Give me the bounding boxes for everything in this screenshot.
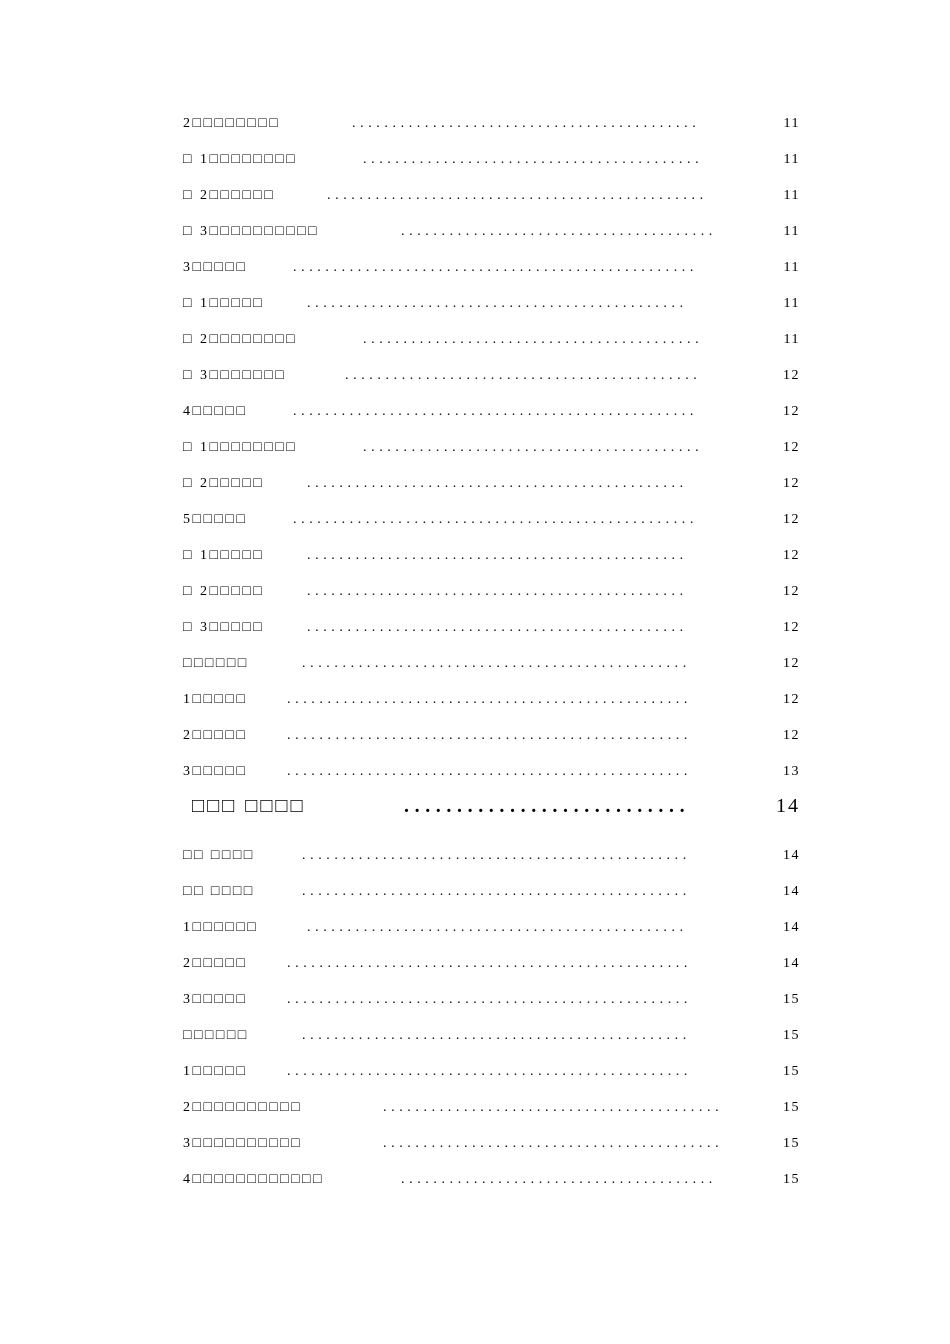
- toc-entry-leader-dots: ..........................................: [383, 1100, 724, 1115]
- toc-entry-page-number: 12: [783, 440, 800, 455]
- toc-entry-leader-dots: ..................................................: [287, 764, 692, 779]
- toc-entry[interactable]: [183, 116, 800, 140]
- toc-entry-title: 2□□□□□: [183, 956, 248, 971]
- toc-entry-page-number: 12: [783, 728, 800, 743]
- toc-entry-title: 2□□□□□: [183, 728, 248, 743]
- toc-entry-page-number: 12: [783, 368, 800, 383]
- toc-entry-leader-dots: ..........................................: [363, 152, 704, 167]
- toc-entry[interactable]: [183, 584, 800, 608]
- toc-entry[interactable]: [183, 920, 800, 944]
- toc-entry-title: □ 1□□□□□□□□: [183, 440, 298, 455]
- toc-entry-page-number: 12: [783, 584, 800, 599]
- toc-entry-title: □ 1□□□□□□□□: [183, 152, 298, 167]
- toc-entry-page-number: 14: [783, 884, 800, 899]
- toc-entry-leader-dots: ..................................................: [293, 512, 698, 527]
- toc-entry-title: □ 3□□□□□□□: [183, 368, 287, 383]
- toc-entry[interactable]: [183, 764, 800, 788]
- toc-entry-title: □ 1□□□□□: [183, 296, 265, 311]
- toc-entry-page-number: 11: [783, 116, 800, 131]
- toc-entry[interactable]: [183, 260, 800, 284]
- toc-entry-leader-dots: ..................................................: [287, 1064, 692, 1079]
- toc-entry[interactable]: [183, 188, 800, 212]
- toc-entry-leader-dots: ..................................................: [287, 956, 692, 971]
- toc-entry-page-number: 14: [776, 795, 800, 817]
- toc-entry-page-number: 11: [783, 260, 800, 275]
- toc-entry[interactable]: [192, 795, 800, 825]
- toc-entry-leader-dots: ................................................: [302, 884, 691, 899]
- toc-entry-title: □ 2□□□□□□□□: [183, 332, 298, 347]
- toc-entry[interactable]: [183, 440, 800, 464]
- toc-entry-leader-dots: ...........................: [404, 795, 691, 817]
- toc-entry-page-number: 12: [783, 692, 800, 707]
- toc-entry[interactable]: [183, 368, 800, 392]
- toc-entry-title: 3□□□□□: [183, 260, 248, 275]
- toc-entry-title: □ 2□□□□□□: [183, 188, 276, 203]
- toc-entry-leader-dots: ...............................................: [327, 188, 708, 203]
- toc-entry-title: 2□□□□□□□□□□: [183, 1100, 303, 1115]
- toc-entry-title: 2□□□□□□□□: [183, 116, 281, 131]
- toc-entry-leader-dots: ..................................................: [293, 404, 698, 419]
- toc-entry-title: 3□□□□□: [183, 764, 248, 779]
- toc-entry[interactable]: [183, 992, 800, 1016]
- toc-entry[interactable]: [183, 1172, 800, 1196]
- toc-entry-leader-dots: ...............................................: [307, 920, 688, 935]
- toc-entry-title: 3□□□□□: [183, 992, 248, 1007]
- toc-entry-page-number: 12: [783, 656, 800, 671]
- toc-entry-leader-dots: ................................................: [302, 848, 691, 863]
- toc-entry-title: □ 3□□□□□□□□□□: [183, 224, 320, 239]
- toc-entry[interactable]: [183, 404, 800, 428]
- toc-entry-title: □ 3□□□□□: [183, 620, 265, 635]
- toc-entry-page-number: 15: [783, 1028, 800, 1043]
- toc-entry-page-number: 14: [783, 920, 800, 935]
- toc-entry-page-number: 15: [783, 1136, 800, 1151]
- toc-entry-title: 1□□□□□: [183, 1064, 248, 1079]
- toc-entry-title: □□ □□□□: [183, 848, 255, 863]
- toc-entry[interactable]: [183, 956, 800, 980]
- toc-entry-leader-dots: ..........................................: [363, 440, 704, 455]
- toc-entry-page-number: 15: [783, 1172, 800, 1187]
- toc-entry-leader-dots: ...............................................: [307, 584, 688, 599]
- toc-entry-page-number: 12: [783, 512, 800, 527]
- toc-entry-page-number: 13: [783, 764, 800, 779]
- toc-entry[interactable]: [183, 884, 800, 908]
- toc-entry-page-number: 12: [783, 404, 800, 419]
- toc-entry[interactable]: [183, 476, 800, 500]
- toc-entry[interactable]: [183, 1028, 800, 1052]
- toc-entry[interactable]: [183, 152, 800, 176]
- toc-entry-title: □ 1□□□□□: [183, 548, 265, 563]
- toc-entry-page-number: 11: [783, 296, 800, 311]
- toc-entry-page-number: 11: [783, 224, 800, 239]
- toc-entry-leader-dots: ................................................: [302, 656, 691, 671]
- toc-entry-leader-dots: ..........................................: [383, 1136, 724, 1151]
- toc-entry[interactable]: [183, 1064, 800, 1088]
- toc-entry-page-number: 11: [783, 152, 800, 167]
- toc-entry-leader-dots: ..................................................: [287, 728, 692, 743]
- toc-entry-leader-dots: ..................................................: [287, 992, 692, 1007]
- toc-entry-page-number: 15: [783, 1100, 800, 1115]
- toc-entry-title: 4□□□□□□□□□□□□: [183, 1172, 324, 1187]
- toc-entry[interactable]: [183, 1136, 800, 1160]
- toc-entry-page-number: 14: [783, 956, 800, 971]
- toc-entry-leader-dots: .......................................: [401, 224, 717, 239]
- toc-entry-leader-dots: ...............................................: [307, 620, 688, 635]
- toc-entry[interactable]: [183, 296, 800, 320]
- toc-entry-title: □□□□□□: [183, 1028, 249, 1043]
- toc-entry-leader-dots: ............................................: [345, 368, 702, 383]
- toc-entry[interactable]: [183, 224, 800, 248]
- toc-entry[interactable]: [183, 728, 800, 752]
- toc-entry-page-number: 12: [783, 620, 800, 635]
- toc-entry-title: □ 2□□□□□: [183, 476, 265, 491]
- toc-entry-leader-dots: ...............................................: [307, 296, 688, 311]
- toc-entry-leader-dots: ..................................................: [287, 692, 692, 707]
- toc-entry-leader-dots: ................................................: [302, 1028, 691, 1043]
- toc-entry-title: 4□□□□□: [183, 404, 248, 419]
- toc-entry[interactable]: [183, 332, 800, 356]
- toc-entry-leader-dots: ...........................................: [352, 116, 701, 131]
- toc-entry[interactable]: [183, 692, 800, 716]
- toc-entry-page-number: 11: [783, 188, 800, 203]
- toc-entry-title: 1□□□□□: [183, 692, 248, 707]
- toc-entry-title: 5□□□□□: [183, 512, 248, 527]
- toc-entry-leader-dots: ..........................................: [363, 332, 704, 347]
- toc-entry-title: □□□ □□□□: [192, 795, 306, 817]
- toc-entry[interactable]: [183, 1100, 800, 1124]
- toc-entry-leader-dots: ...............................................: [307, 476, 688, 491]
- toc-entry-title: □□ □□□□: [183, 884, 255, 899]
- toc-entry-title: □□□□□□: [183, 656, 249, 671]
- toc-entry[interactable]: [183, 656, 800, 680]
- toc-entry[interactable]: [183, 620, 800, 644]
- toc-entry[interactable]: [183, 548, 800, 572]
- toc-entry-title: 1□□□□□□: [183, 920, 259, 935]
- toc-entry-leader-dots: ..................................................: [293, 260, 698, 275]
- toc-entry-leader-dots: .......................................: [401, 1172, 717, 1187]
- toc-entry[interactable]: [183, 512, 800, 536]
- toc-entry-page-number: 15: [783, 992, 800, 1007]
- toc-entry-leader-dots: ...............................................: [307, 548, 688, 563]
- toc-entry-page-number: 12: [783, 548, 800, 563]
- toc-entry-page-number: 14: [783, 848, 800, 863]
- toc-entry-page-number: 12: [783, 476, 800, 491]
- toc-entry-title: □ 2□□□□□: [183, 584, 265, 599]
- toc-entry-page-number: 15: [783, 1064, 800, 1079]
- toc-entry-title: 3□□□□□□□□□□: [183, 1136, 303, 1151]
- toc-entry-page-number: 11: [783, 332, 800, 347]
- toc-entry[interactable]: [183, 848, 800, 872]
